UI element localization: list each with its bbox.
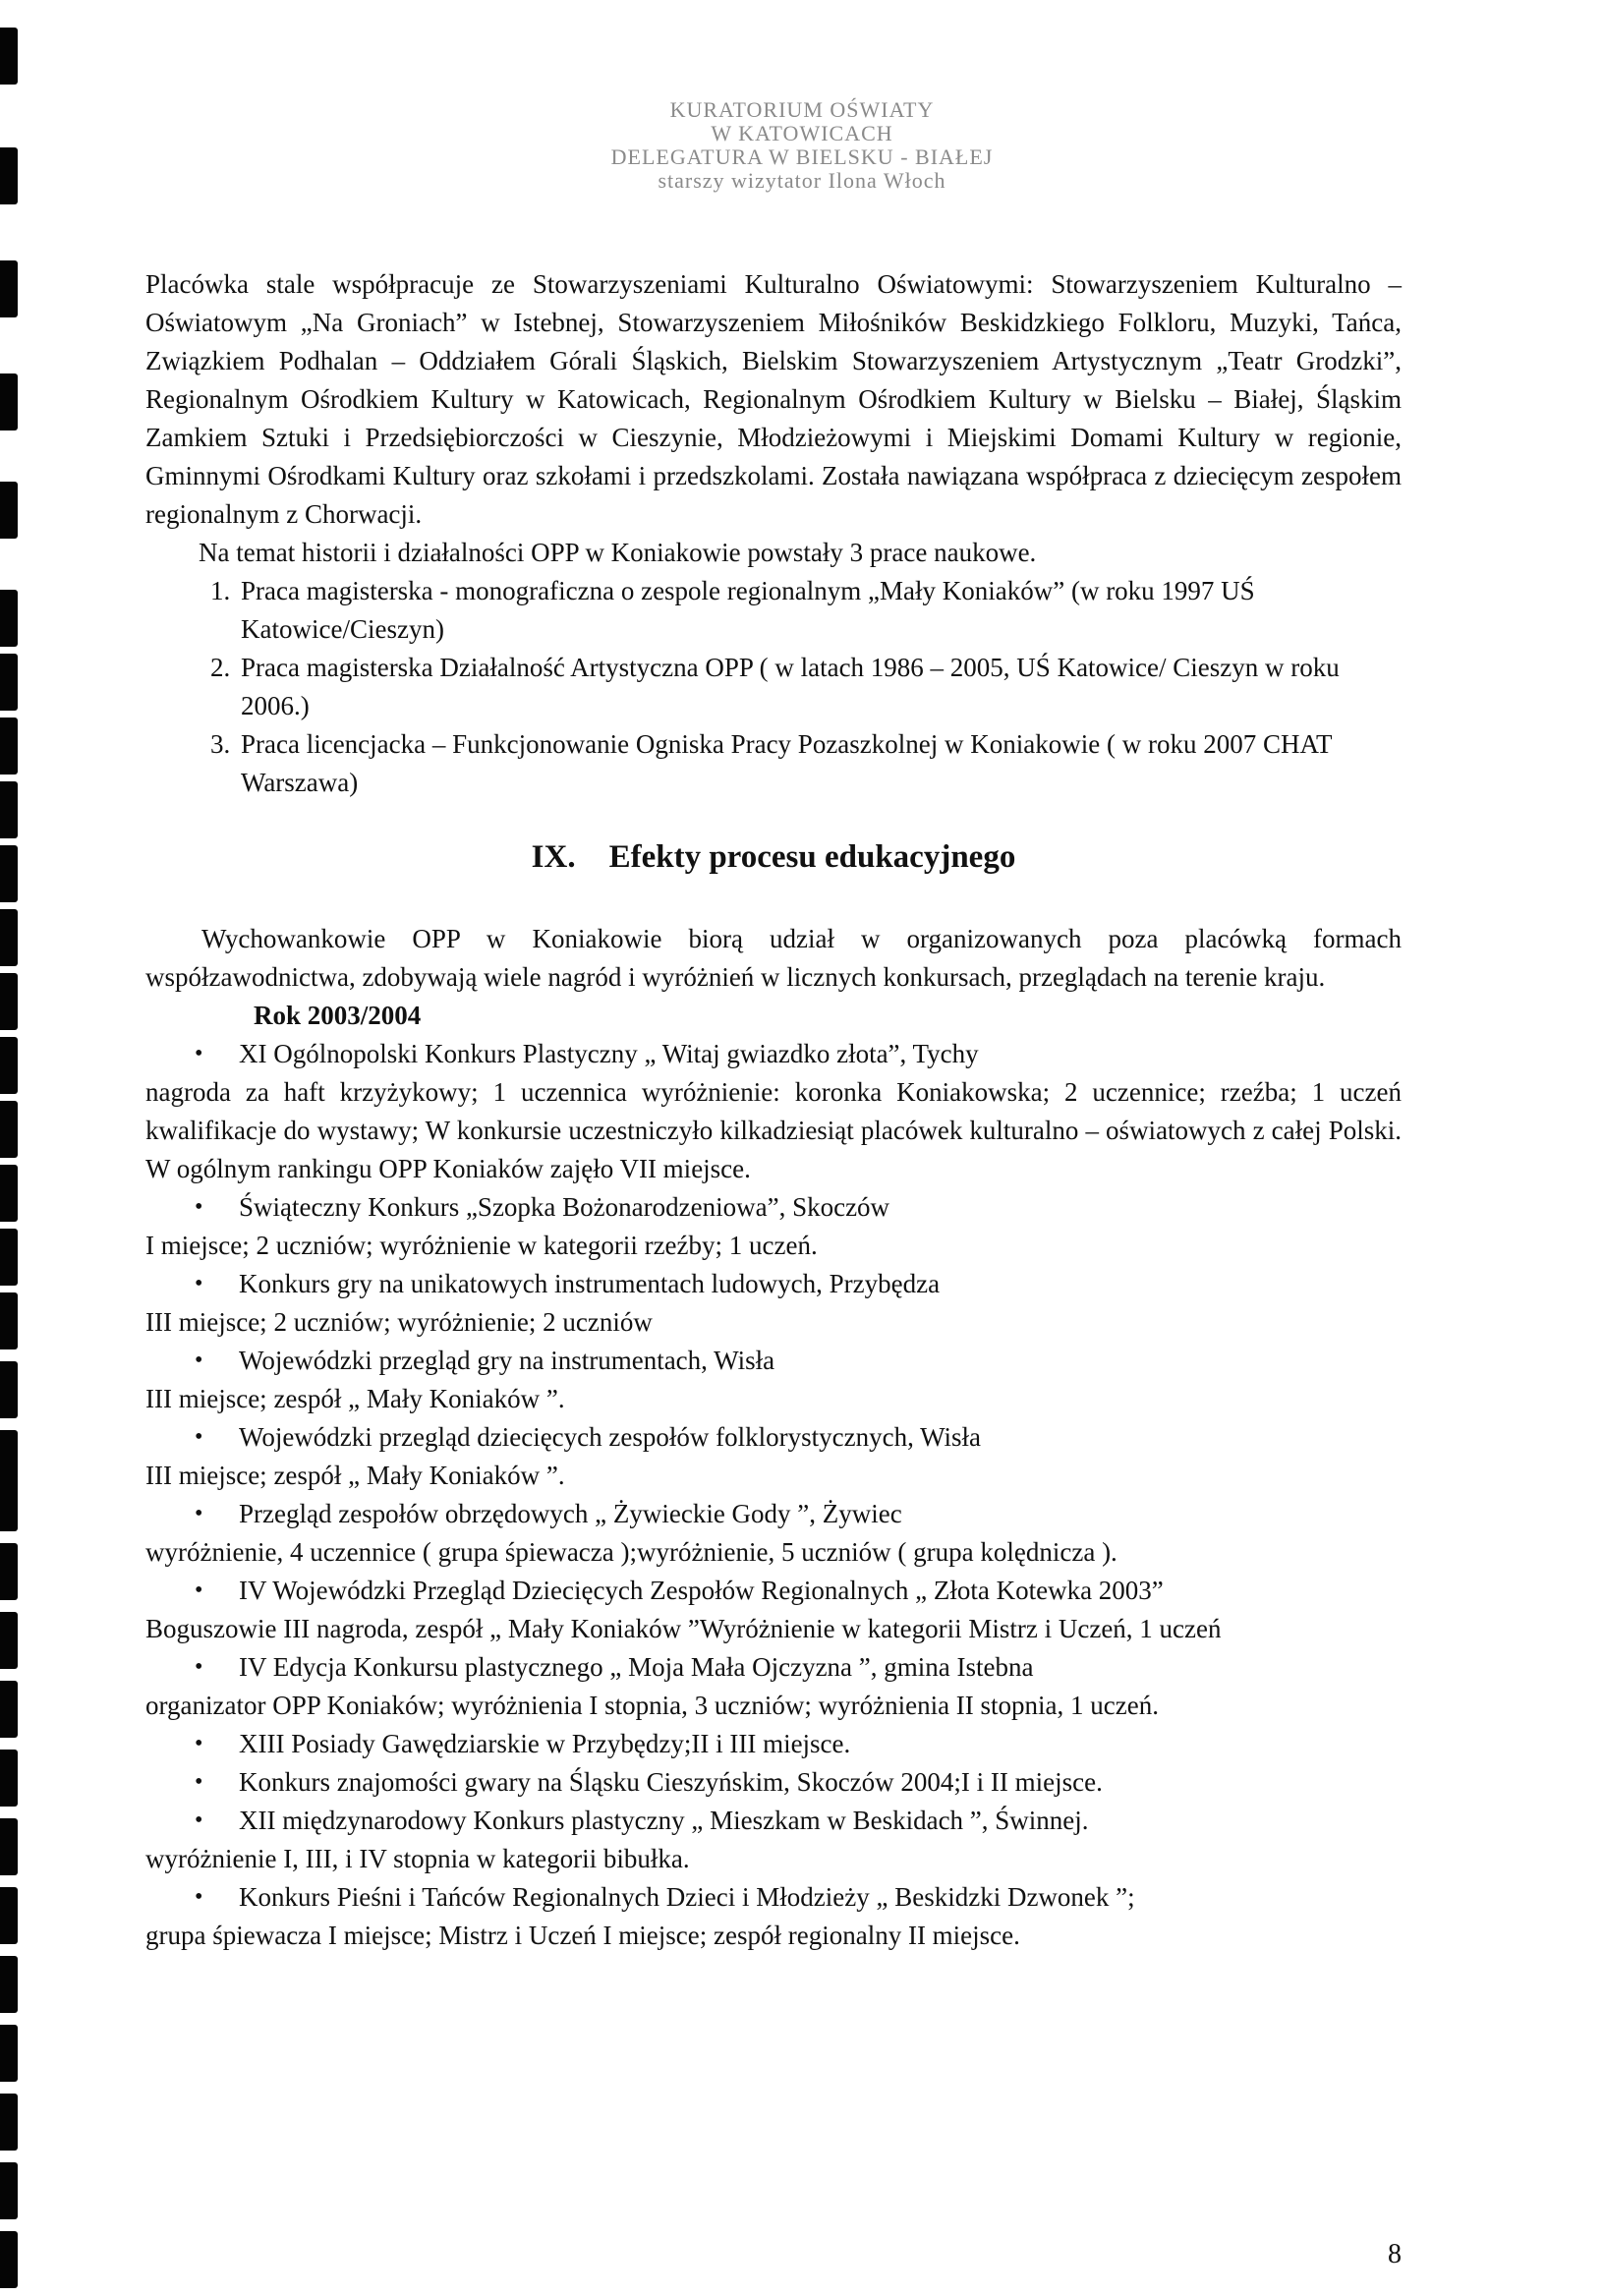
year-heading: Rok 2003/2004 bbox=[254, 1001, 422, 1030]
scan-mark bbox=[0, 2231, 18, 2288]
scan-mark bbox=[0, 28, 18, 85]
scan-mark bbox=[0, 1750, 18, 1807]
scan-mark bbox=[0, 781, 18, 838]
award-title: • Wojewódzki przegląd gry na instrumentach, Wisła bbox=[145, 1342, 1402, 1380]
stamp-line: KURATORIUM OŚWIATY bbox=[669, 97, 935, 122]
stamp-line: DELEGATURA W BIELSKU - BIAŁEJ bbox=[610, 144, 994, 169]
scan-mark bbox=[0, 1681, 18, 1738]
award-title: • IV Edycja Konkursu plastycznego „ Moja Mała Ojczyzna ”, gmina Istebna bbox=[145, 1648, 1402, 1687]
award-entry bbox=[145, 1265, 1402, 1342]
section-number: IX. bbox=[531, 839, 576, 875]
award-title: • Konkurs znajomości gwary na Śląsku Cieszyńskim, Skoczów 2004;I i II miejsce. bbox=[145, 1763, 1402, 1802]
scan-mark bbox=[0, 718, 18, 775]
award-detail: organizator OPP Koniaków; wyróżnienia I stopnia, 3 uczniów; wyróżnienia II stopnia, 1 uczeń. bbox=[145, 1691, 1159, 1720]
binder-hole-marks bbox=[0, 0, 24, 2296]
award-entry bbox=[145, 1725, 1402, 1763]
inspection-stamp bbox=[0, 98, 1604, 193]
section-title: Efekty procesu edukacyjnego bbox=[608, 839, 1016, 875]
award-detail: nagroda za haft krzyżykowy; 1 uczennica wyróżnienie: koronka Koniakowska; 2 uczennice; rzeźba; 1 uczeń kwalifikacje do wystawy; W konkursie uczestniczyło kilkadziesiąt placówek kulturalno – oświatowych z całej Polski. W ogólnym rankingu OPP Koniaków zajęło VII miejsce. bbox=[145, 1077, 1402, 1183]
scan-mark bbox=[0, 654, 18, 711]
scan-mark bbox=[0, 260, 18, 317]
award-entry bbox=[145, 1342, 1402, 1418]
award-detail: grupa śpiewacza I miejsce; Mistrz i Uczeń I miejsce; zespół regionalny II miejsce. bbox=[145, 1921, 1020, 1950]
award-entry bbox=[145, 1035, 1402, 1188]
scan-mark bbox=[0, 2094, 18, 2151]
stamp-line: W KATOWICACH bbox=[711, 121, 893, 145]
scan-mark bbox=[0, 2025, 18, 2082]
page-body bbox=[145, 265, 1402, 1955]
scan-mark bbox=[0, 1361, 18, 1418]
scan-mark bbox=[0, 1037, 18, 1094]
award-title: • XIII Posiady Gawędziarskie w Przybędzy;II i III miejsce. bbox=[145, 1725, 1402, 1763]
scan-mark bbox=[0, 373, 18, 430]
award-entry bbox=[145, 1763, 1402, 1802]
award-detail: III miejsce; 2 uczniów; wyróżnienie; 2 uczniów bbox=[145, 1307, 653, 1337]
award-detail: wyróżnienie, 4 uczennice ( grupa śpiewacza );wyróżnienie, 5 uczniów ( grupa kolędnicza ). bbox=[145, 1537, 1117, 1567]
award-title: • Wojewódzki przegląd dziecięcych zespołów folklorystycznych, Wisła bbox=[145, 1418, 1402, 1457]
award-detail: Boguszowie III nagroda, zespół „ Mały Koniaków ”Wyróżnienie w kategorii Mistrz i Uczeń, 1 uczeń bbox=[145, 1614, 1222, 1643]
section-heading bbox=[145, 837, 1402, 877]
stamp-line: starszy wizytator Ilona Włoch bbox=[658, 168, 946, 193]
scan-mark bbox=[0, 590, 18, 647]
scan-mark bbox=[0, 1101, 18, 1158]
award-detail: I miejsce; 2 uczniów; wyróżnienie w kategorii rzeźby; 1 uczeń. bbox=[145, 1231, 818, 1260]
award-title: • XII międzynarodowy Konkurs plastyczny „ Mieszkam w Beskidach ”, Świnnej. bbox=[145, 1802, 1402, 1840]
scan-mark bbox=[0, 482, 18, 539]
scan-mark bbox=[0, 1292, 18, 1349]
scan-mark bbox=[0, 1612, 18, 1669]
section-intro: Wychowankowie OPP w Koniakowie biorą udział w organizowanych poza placówką formach współzawodnictwa, zdobywają wiele nagród i wyróżnień w licznych konkursach, przeglądach na terenie kraju. bbox=[145, 924, 1402, 992]
award-title: • XI Ogólnopolski Konkurs Plastyczny „ Witaj gwiazdko złota”, Tychy bbox=[145, 1035, 1402, 1073]
award-detail: III miejsce; zespół „ Mały Koniaków ”. bbox=[145, 1384, 565, 1413]
award-detail: III miejsce; zespół „ Mały Koniaków ”. bbox=[145, 1461, 565, 1490]
scan-mark bbox=[0, 1474, 18, 1531]
scan-mark bbox=[0, 2162, 18, 2219]
scan-mark bbox=[0, 909, 18, 966]
award-entry bbox=[145, 1495, 1402, 1572]
award-entry bbox=[145, 1802, 1402, 1878]
page-number: 8 bbox=[1388, 2239, 1402, 2269]
award-entry bbox=[145, 1418, 1402, 1495]
thesis-item: 3. Praca licencjacka – Funkcjonowanie Ogniska Pracy Pozaszkolnej w Koniakowie ( w roku 2007 CHAT Warszawa) bbox=[237, 725, 1402, 802]
scan-mark bbox=[0, 1818, 18, 1875]
scan-mark bbox=[0, 1956, 18, 2013]
scan-mark bbox=[0, 1543, 18, 1600]
scan-mark bbox=[0, 1887, 18, 1944]
award-entry bbox=[145, 1878, 1402, 1955]
theses-list bbox=[145, 572, 1402, 802]
thesis-item: 1. Praca magisterska - monograficzna o zespole regionalnym „Mały Koniaków” (w roku 1997 UŚ Katowice/Cieszyn) bbox=[237, 572, 1402, 649]
award-detail: wyróżnienie I, III, i IV stopnia w kategorii bibułka. bbox=[145, 1844, 690, 1873]
award-entry bbox=[145, 1648, 1402, 1725]
award-entry bbox=[145, 1188, 1402, 1265]
award-title: • Świąteczny Konkurs „Szopka Bożonarodzeniowa”, Skoczów bbox=[145, 1188, 1402, 1227]
award-title: • Konkurs Pieśni i Tańców Regionalnych Dzieci i Młodzieży „ Beskidzki Dzwonek ”; bbox=[145, 1878, 1402, 1917]
cooperation-paragraph: Placówka stale współpracuje ze Stowarzyszeniami Kulturalno Oświatowymi: Stowarzyszeniem Kulturalno –Oświatowym „Na Groniach” w Istebnej, Stowarzyszeniem Miłośników Beskidzkiego Folkloru, Muzyki, Tańca, Związkiem Podhalan – Oddziałem Górali Śląskich, Bielskim Stowarzyszeniem Artystycznym „Teatr Grodzki”, Regionalnym Ośrodkiem Kultury w Katowicach, Regionalnym Ośrodkiem Kultury w Bielsku – Białej, Śląskim Zamkiem Sztuki i Przedsiębiorczości w Cieszynie, Młodzieżowymi i Miejskimi Domami Kultury w regionie, Gminnymi Ośrodkami Kultury oraz szkołami i przedszkolami. Została nawiązana współpraca z dziecięcym zespołem regionalnym z Chorwacji. bbox=[145, 269, 1402, 529]
scan-mark bbox=[0, 973, 18, 1030]
scan-mark bbox=[0, 845, 18, 902]
award-title: • Konkurs gry na unikatowych instrumentach ludowych, Przybędza bbox=[145, 1265, 1402, 1303]
award-entry bbox=[145, 1572, 1402, 1648]
award-title: • IV Wojewódzki Przegląd Dziecięcych Zespołów Regionalnych „ Złota Kotewka 2003” bbox=[145, 1572, 1402, 1610]
scan-mark bbox=[0, 1229, 18, 1286]
award-title: • Przegląd zespołów obrzędowych „ Żywieckie Gody ”, Żywiec bbox=[145, 1495, 1402, 1533]
scan-mark bbox=[0, 1165, 18, 1222]
research-lead: Na temat historii i działalności OPP w Koniakowie powstały 3 prace naukowe. bbox=[199, 538, 1037, 567]
thesis-item: 2. Praca magisterska Działalność Artystyczna OPP ( w latach 1986 – 2005, UŚ Katowice/ Cieszyn w roku 2006.) bbox=[237, 649, 1402, 725]
